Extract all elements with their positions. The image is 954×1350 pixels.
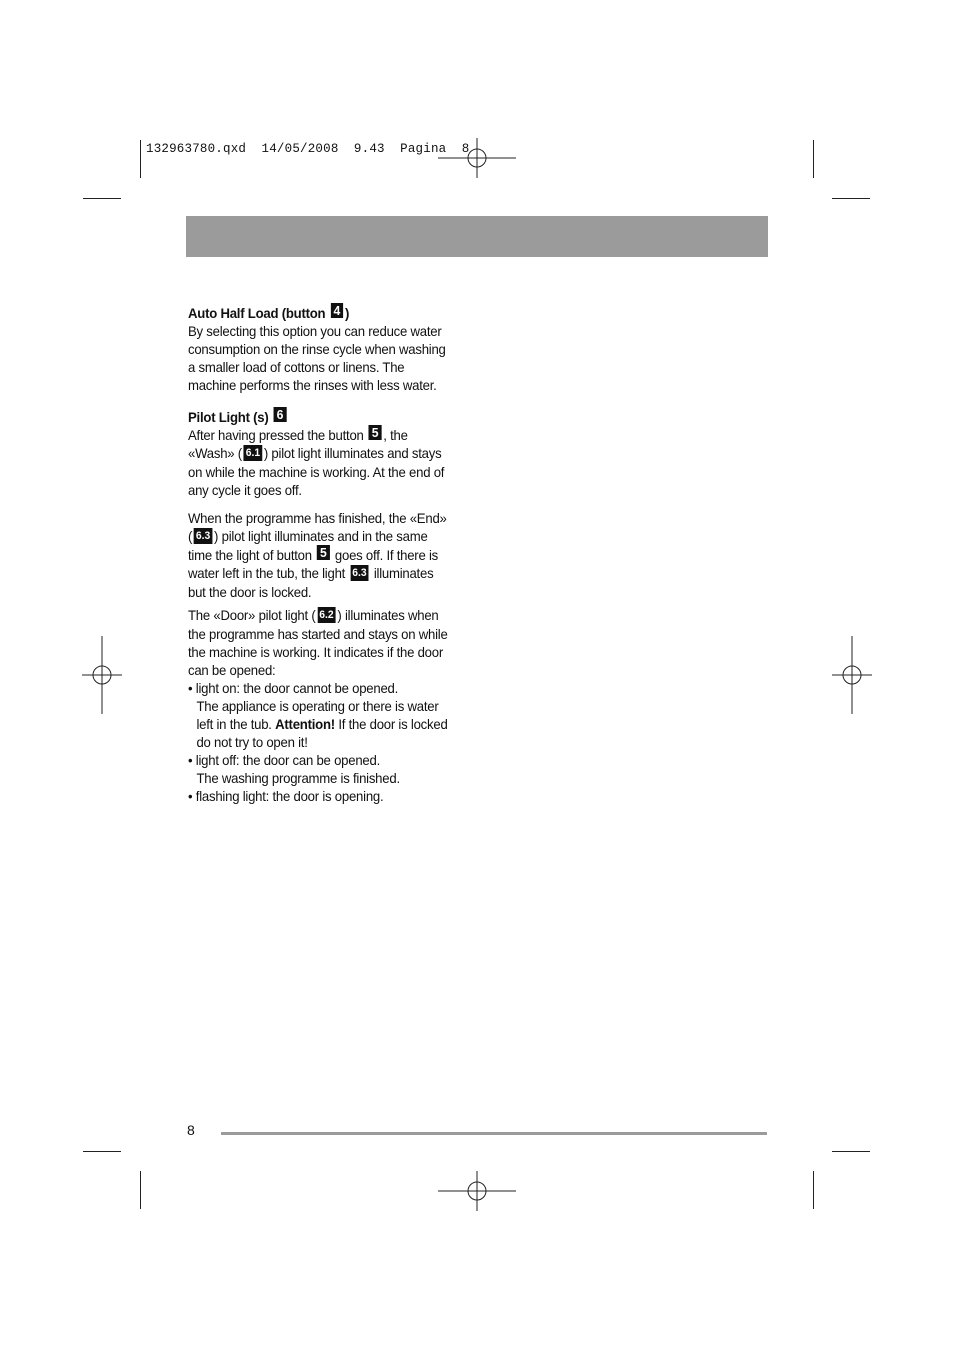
pilot-para-1 <box>188 426 451 499</box>
registration-mark-top-icon <box>438 138 516 178</box>
light-6-3-badge-2: 6.3 <box>352 567 367 579</box>
half-load-heading-suffix: ) <box>344 305 350 321</box>
pilot-p2-text-b: ) pilot light illuminates and in the same time the light of button <box>188 528 428 563</box>
crop-mark-top-left-h <box>83 198 121 199</box>
bullet-light-on: • light on: the door cannot be opened. <box>188 680 399 696</box>
pilot-p2-text-d: illuminates but the door is locked. <box>188 565 434 600</box>
light-6-3-badge: 6.3 <box>195 530 211 542</box>
registration-mark-bottom-icon <box>438 1171 516 1211</box>
pilot-para-3 <box>188 606 451 679</box>
button-4-badge: 4 <box>331 303 343 318</box>
pilot-p3-text-b: ) illuminates when the programme has started and stays on while the machine is working. It indicates if the door can be opened: <box>188 607 448 678</box>
crop-mark-bottom-left-v <box>140 1171 141 1209</box>
pilot-p1-text-c: ) pilot light illuminates and stays on while the machine is working. At the end of any cycle it goes off. <box>188 445 445 498</box>
registration-mark-left-icon <box>82 636 122 714</box>
bullet-light-off-detail: The washing programme is finished. <box>196 770 400 786</box>
pilot-p1-text-a: After having pressed the button <box>188 427 364 443</box>
button-5-badge-2: 5 <box>317 545 329 560</box>
header-bar <box>186 216 768 257</box>
half-load-heading <box>188 304 451 322</box>
main-content <box>188 304 451 805</box>
pilot-para-2 <box>188 509 451 601</box>
registration-mark-right-icon <box>832 636 872 714</box>
crop-mark-bottom-right-h <box>832 1151 870 1152</box>
crop-mark-top-right-h <box>832 198 870 199</box>
bullet-light-on-detail-text: The appliance is operating or there is water left in the tub. <box>196 698 439 732</box>
crop-mark-bottom-right-v <box>813 1171 814 1209</box>
bullet-light-on-warning: If the door is locked do not try to open it! <box>196 716 448 750</box>
bullet-flashing-light: • flashing light: the door is opening. <box>188 788 384 804</box>
pilot-p3-text-a: The «Door» pilot light ( <box>188 607 316 623</box>
attention-label: Attention! <box>275 716 335 732</box>
pilot-p2-text-a: When the programme has finished, the «End» ( <box>188 510 447 544</box>
crop-mark-bottom-left-h <box>83 1151 121 1152</box>
half-load-body: By selecting this option you can reduce water consumption on the rinse cycle when washing a smaller load of cottons or linens. The machine performs the rinses with less water. <box>188 323 446 393</box>
bullet-light-off: • light off: the door can be opened. <box>188 752 380 768</box>
footer-rule <box>221 1132 767 1135</box>
print-slug: 132963780.qxd 14/05/2008 9.43 Pagina 8 <box>146 142 470 156</box>
light-6-1-badge: 6.1 <box>245 447 261 459</box>
crop-mark-top-right-v <box>813 140 814 178</box>
half-load-heading-text: Auto Half Load (button <box>188 305 326 321</box>
pilot-p1-text-b: , the «Wash» ( <box>188 427 408 461</box>
crop-mark-top-left-v <box>140 140 141 178</box>
page-number: 8 <box>187 1122 195 1138</box>
bullet-light-on-detail <box>188 697 451 751</box>
button-6-badge: 6 <box>274 407 286 422</box>
pilot-p2-text-c: goes off. If there is water left in the tub, the light <box>188 547 438 581</box>
pilot-heading <box>188 408 451 426</box>
button-5-badge: 5 <box>369 425 381 440</box>
light-6-2-badge: 6.2 <box>319 609 334 621</box>
pilot-heading-text: Pilot Light (s) <box>188 409 269 425</box>
